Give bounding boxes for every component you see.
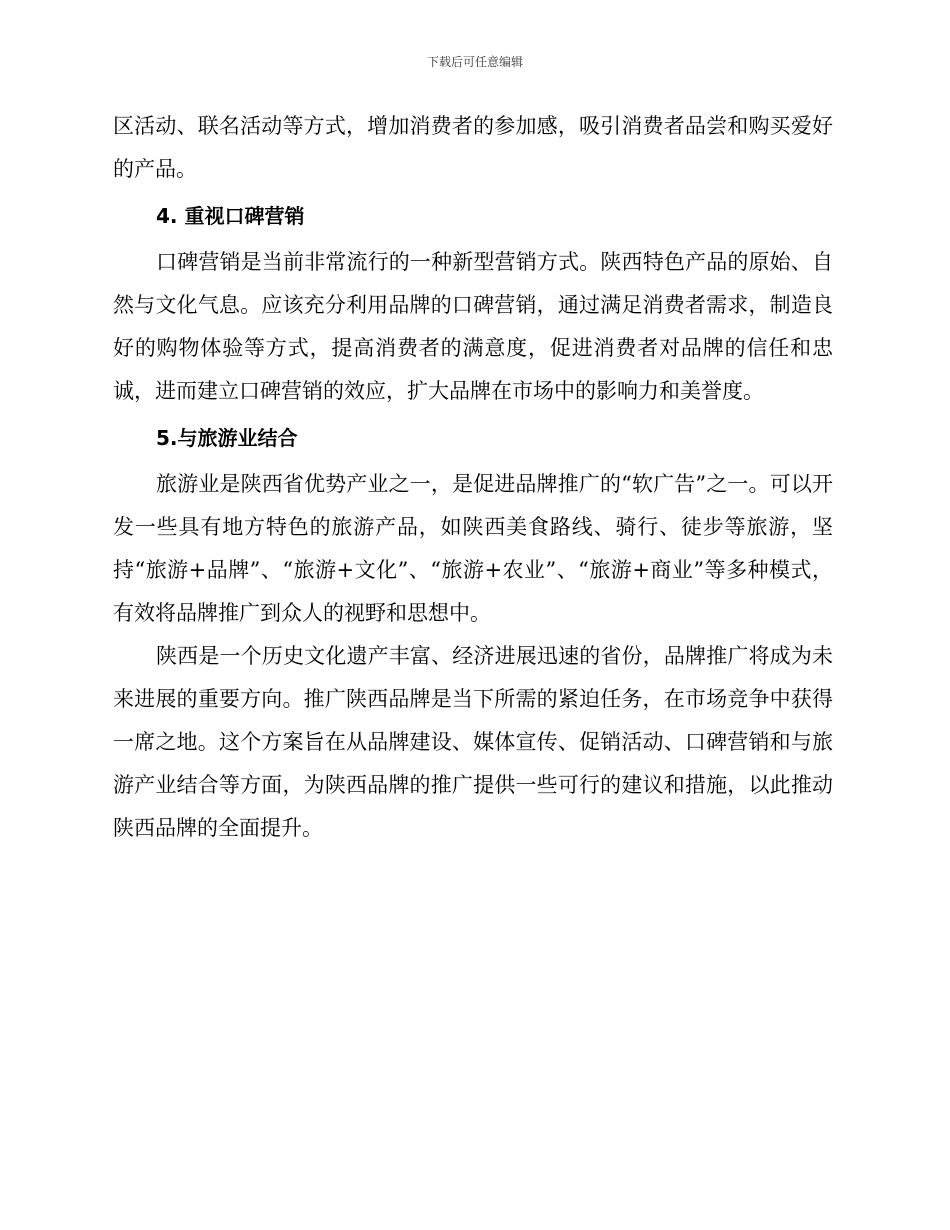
paragraph-continuation: 区活动、联名活动等方式，增加消费者的参加感，吸引消费者品尝和购买爱好的产品。 (113, 114, 833, 181)
paragraph-conclusion: 陕西是一个历史文化遗产丰富、经济进展迅速的省份，品牌推广将成为未来进展的重要方向。推广陕西品牌是当下所需的紧迫任务，在市场竞争中获得一席之地。这个方案旨在从品牌建设、媒体宣传、促销活动、口碑营销和与旅游产业结合等方面，为陕西品牌的推广提供一些可行的建议和措施，以此推动陕西品牌的全面提升。 (113, 644, 833, 840)
paragraph-tourism: 旅游业是陕西省优势产业之一，是促进品牌推广的“软广告”之一。可以开发一些具有地方特色的旅游产品，如陕西美食路线、骑行、徒步等旅游，坚持“旅游+品牌”、“旅游+文化”、“旅游+农业”、“旅游+商业”等多种模式，有效将品牌推广到众人的视野和思想中。 (113, 472, 833, 625)
section-heading-tourism: 5.与旅游业结合 (156, 426, 298, 450)
paragraph-word-of-mouth: 口碑营销是当前非常流行的一种新型营销方式。陕西特色产品的原始、自然与文化气息。应该充分利用品牌的口碑营销，通过满足消费者需求，制造良好的购物体验等方式，提高消费者的满意度，促进消费者对品牌的信任和忠诚，进而建立口碑营销的效应，扩大品牌在市场中的影响力和美誉度。 (113, 250, 833, 403)
document-body (113, 105, 833, 850)
section-heading-word-of-mouth: 4. 重视口碑营销 (156, 204, 305, 228)
page-header: 下载后可任意编辑 (426, 55, 523, 69)
